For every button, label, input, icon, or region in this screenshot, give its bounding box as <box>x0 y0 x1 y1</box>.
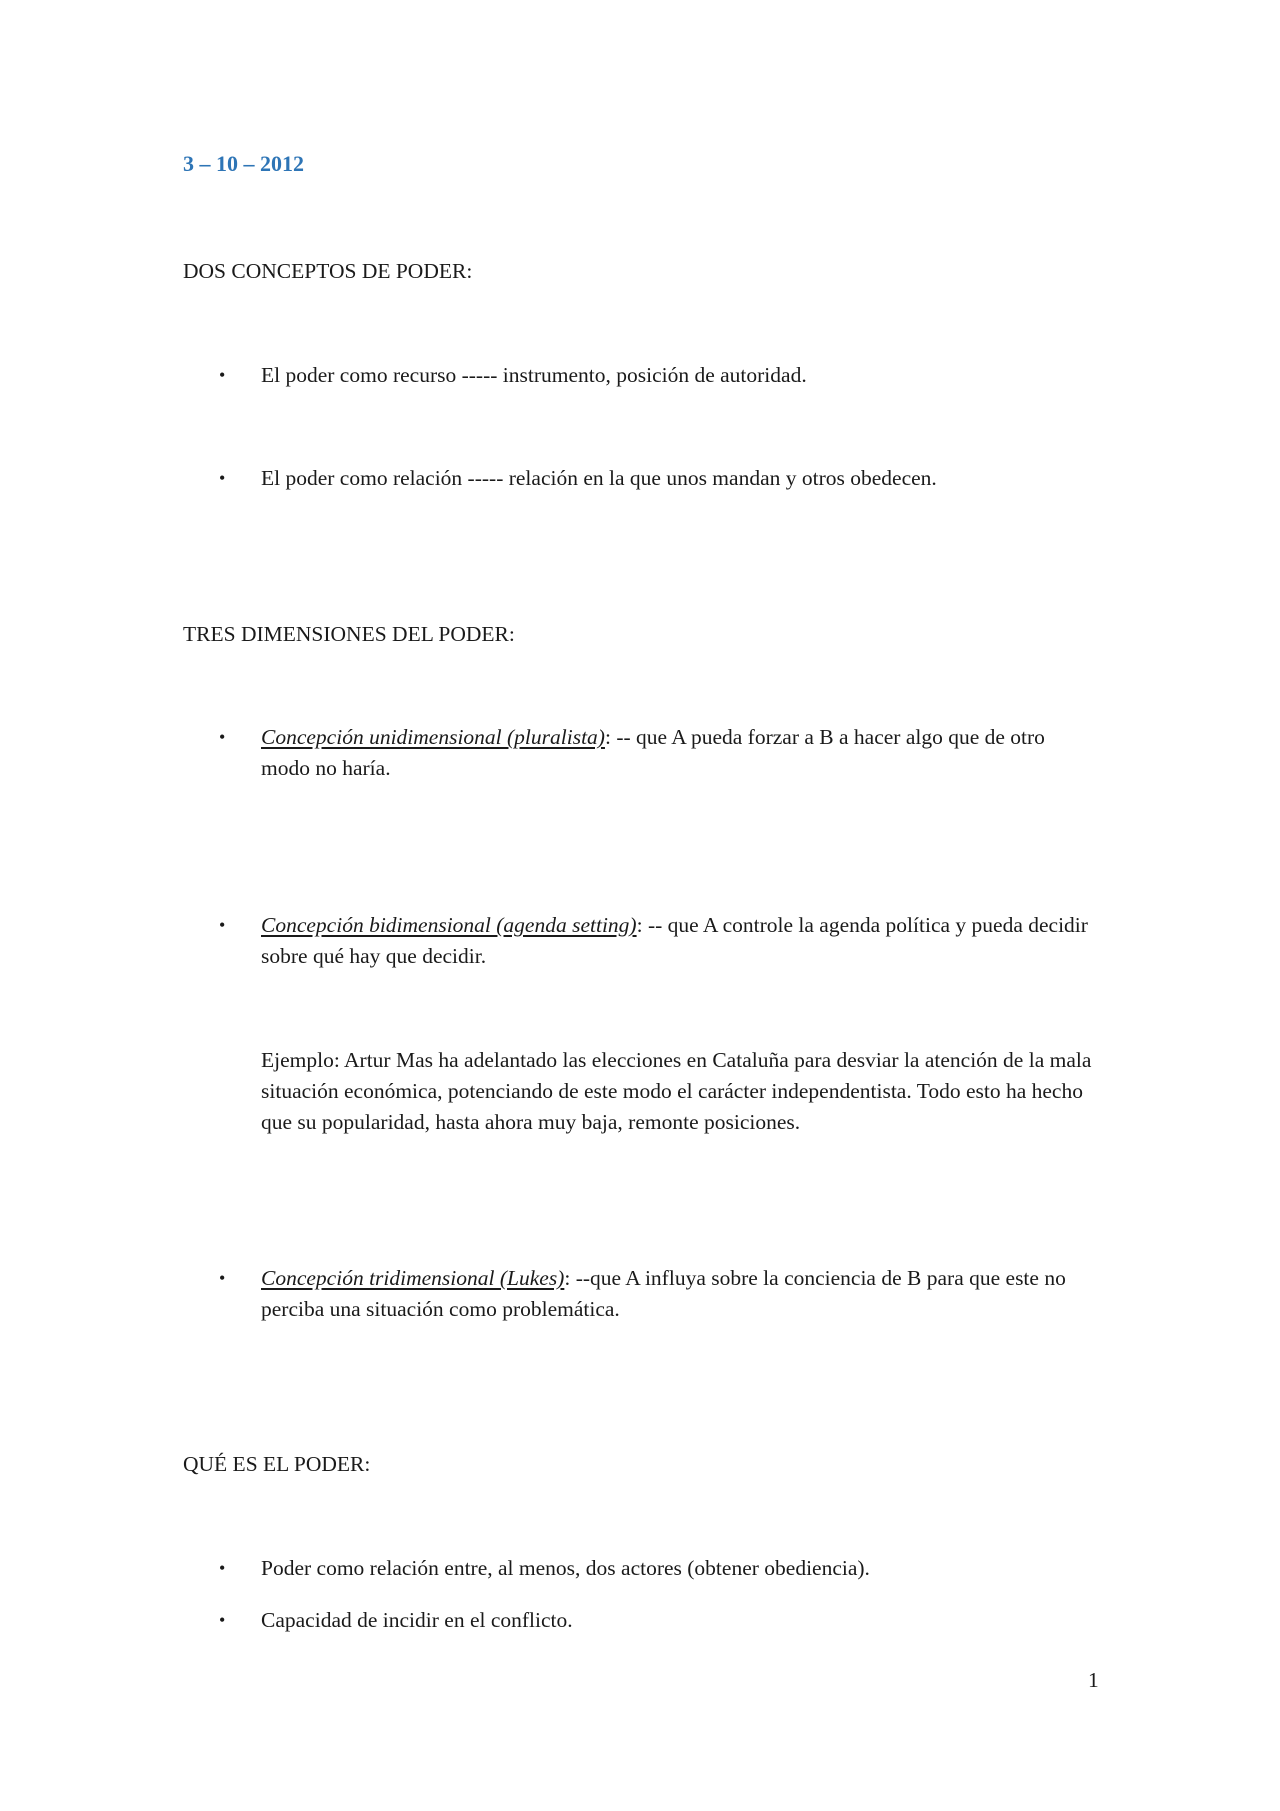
bullet-icon: • <box>219 468 226 488</box>
bullet-icon: • <box>219 1558 226 1578</box>
page-number: 1 <box>1088 1668 1099 1692</box>
list-item-text: Capacidad de incidir en el conflicto. <box>261 1608 573 1632</box>
definition-tridimensional: : --que A influya sobre la conciencia de B para que este no perciba una situación como problemática. <box>261 1266 1066 1321</box>
bullet-icon: • <box>219 727 226 747</box>
bullet-icon: • <box>219 365 226 385</box>
section-heading-dos-conceptos: DOS CONCEPTOS DE PODER: <box>183 259 473 283</box>
list-item-text: El poder como recurso ----- instrumento, posición de autoridad. <box>261 363 807 387</box>
list-item-text <box>261 722 1099 784</box>
list-item-text <box>261 1263 1099 1325</box>
definition-bidimensional: : -- que A controle la agenda política y pueda decidir sobre qué hay que decidir. <box>261 913 1088 968</box>
example-paragraph: Ejemplo: Artur Mas ha adelantado las elecciones en Cataluña para desviar la atención de la mala situación económica, potenciando de este modo el carácter independentista. Todo esto ha hecho que su popularidad, hasta ahora muy baja, remonte posiciones. <box>261 1048 1092 1134</box>
bullet-icon: • <box>219 1610 226 1630</box>
section-heading-tres-dimensiones: TRES DIMENSIONES DEL PODER: <box>183 622 515 646</box>
term-tridimensional: Concepción tridimensional (Lukes) <box>261 1266 565 1290</box>
section-heading-que-es-el-poder: QUÉ ES EL PODER: <box>183 1452 371 1476</box>
list-item-text <box>261 910 1099 972</box>
term-unidimensional: Concepción unidimensional (pluralista) <box>261 725 605 749</box>
list-item-text: El poder como relación ----- relación en la que unos mandan y otros obedecen. <box>261 466 937 490</box>
term-bidimensional: Concepción bidimensional (agenda setting) <box>261 913 637 937</box>
bullet-icon: • <box>219 915 226 935</box>
date-heading: 3 – 10 – 2012 <box>183 151 304 176</box>
bullet-icon: • <box>219 1268 226 1288</box>
list-item-text: Poder como relación entre, al menos, dos actores (obtener obediencia). <box>261 1556 870 1580</box>
definition-unidimensional: : -- que A pueda forzar a B a hacer algo que de otro modo no haría. <box>261 725 1045 780</box>
